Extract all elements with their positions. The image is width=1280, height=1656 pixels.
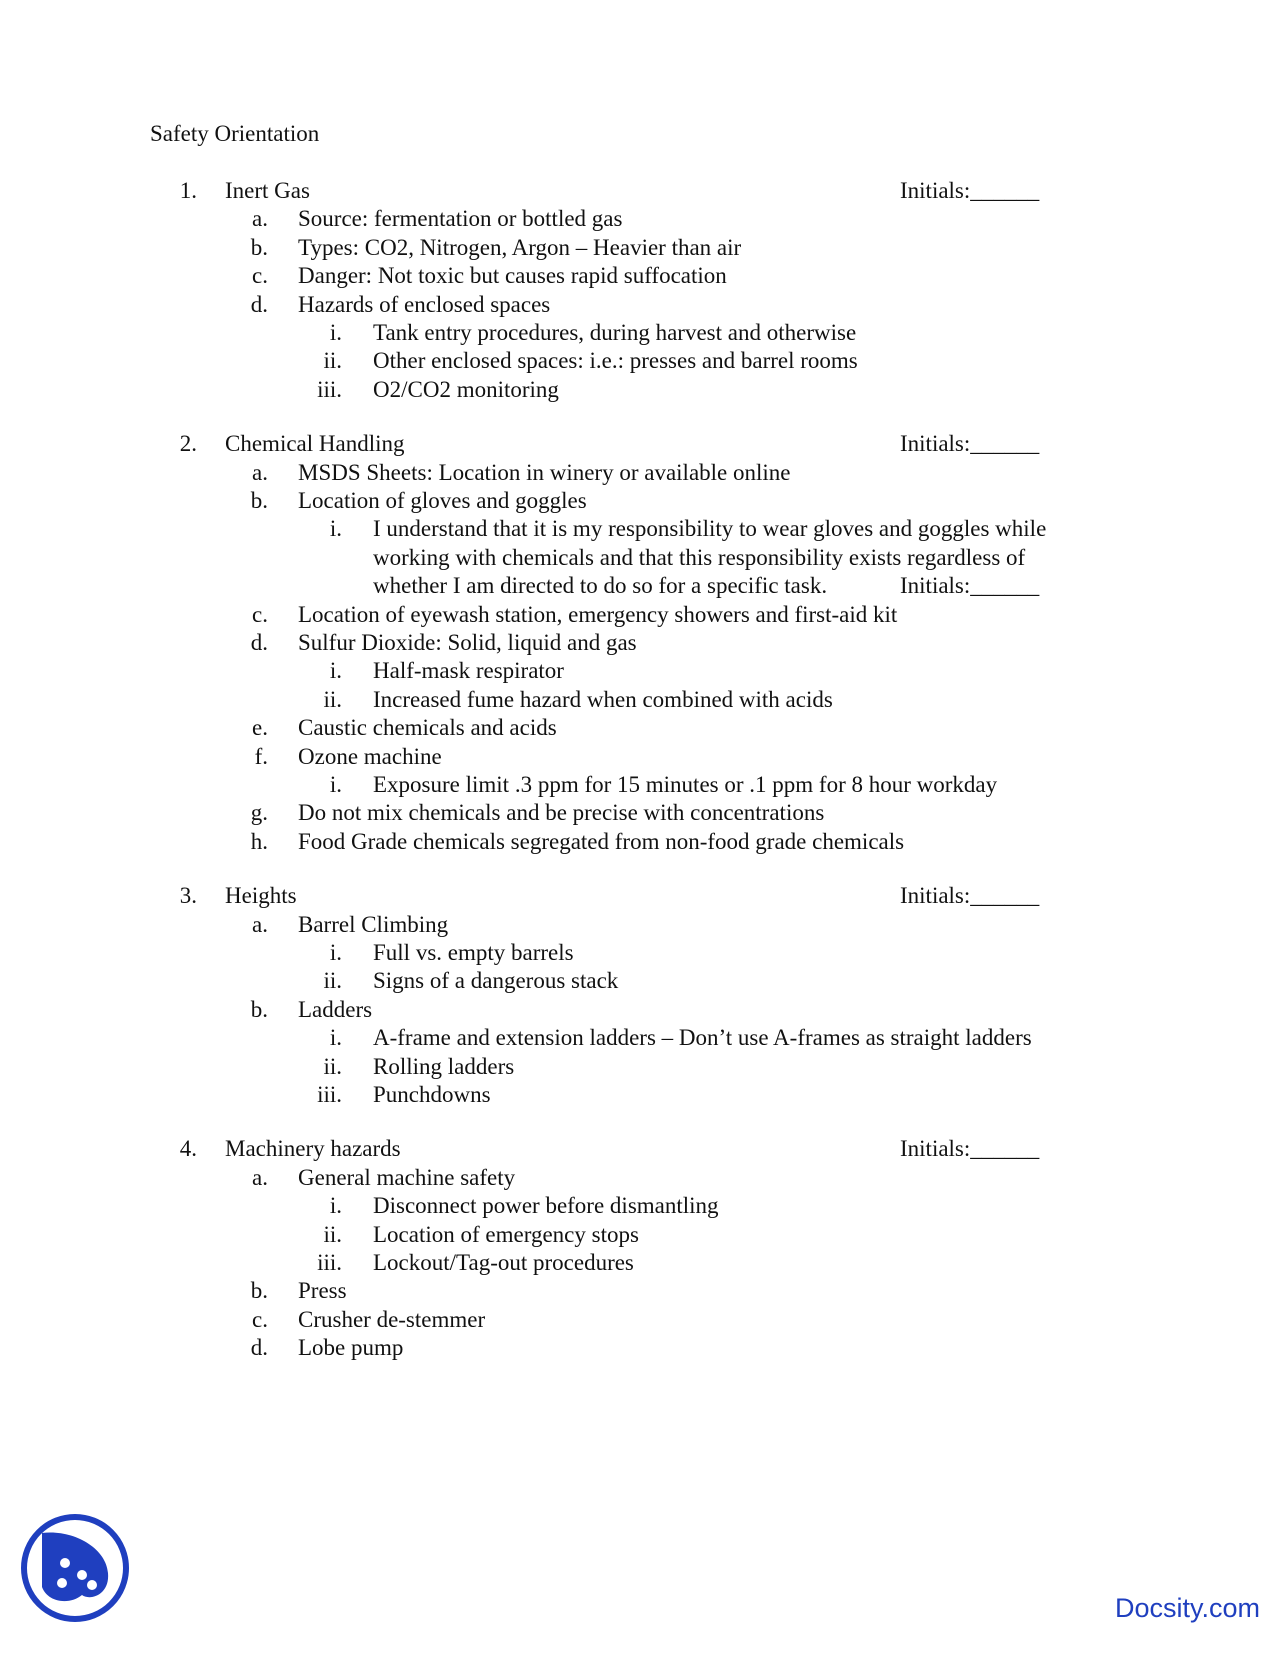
initials-field: Initials:______ bbox=[900, 573, 1040, 599]
list-subitem: Exposure limit .3 ppm for 15 minutes or .1 ppm for 8 hour workday bbox=[373, 772, 998, 797]
list-item: MSDS Sheets: Location in winery or available online bbox=[298, 459, 791, 485]
section-number: 4. bbox=[179, 1136, 197, 1162]
item-marker: c. bbox=[252, 1306, 268, 1332]
item-marker: g. bbox=[250, 800, 268, 826]
item-marker: b. bbox=[250, 996, 268, 1022]
section-title: Inert Gas bbox=[225, 178, 310, 203]
section-number: 3. bbox=[179, 883, 197, 909]
list-subitem: Rolling ladders bbox=[373, 1053, 515, 1079]
section-title: Heights bbox=[225, 883, 297, 909]
list-item: Do not mix chemicals and be precise with concentrations bbox=[298, 800, 825, 826]
list-item: Sulfur Dioxide: Solid, liquid and gas bbox=[298, 630, 637, 655]
list-item: Barrel Climbing bbox=[298, 911, 449, 937]
page-title: Safety Orientation bbox=[150, 121, 320, 146]
list-item: General machine safety bbox=[298, 1164, 516, 1190]
list-item: Hazards of enclosed spaces bbox=[298, 291, 551, 317]
subitem-marker: ii. bbox=[323, 686, 342, 712]
section-title: Machinery hazards bbox=[225, 1136, 401, 1162]
item-marker: b. bbox=[250, 488, 268, 513]
item-marker: h. bbox=[250, 828, 268, 854]
subitem-marker: iii. bbox=[317, 376, 342, 402]
subitem-marker: i. bbox=[329, 1193, 342, 1219]
list-subitem: Location of emergency stops bbox=[373, 1221, 639, 1247]
list-subitem: Disconnect power before dismantling bbox=[373, 1193, 719, 1219]
subitem-marker: i. bbox=[329, 772, 342, 797]
list-item: Press bbox=[298, 1278, 347, 1304]
subitem-text-line: working with chemicals and that this responsibility exists regardless of bbox=[373, 544, 1026, 570]
list-item: Source: fermentation or bottled gas bbox=[298, 206, 623, 232]
item-marker: a. bbox=[252, 911, 268, 937]
list-subitem: Tank entry procedures, during harvest and otherwise bbox=[373, 320, 857, 345]
subitem-marker: i. bbox=[329, 658, 342, 684]
list-item: Location of eyewash station, emergency showers and first-aid kit bbox=[298, 601, 898, 627]
item-marker: a. bbox=[252, 459, 268, 485]
list-item: Types: CO2, Nitrogen, Argon – Heavier than air bbox=[298, 234, 742, 260]
item-marker: a. bbox=[252, 1164, 268, 1190]
list-item: Ladders bbox=[298, 996, 373, 1022]
list-subitem: A-frame and extension ladders – Don’t use A-frames as straight ladders bbox=[373, 1025, 1032, 1051]
docsity-brand[interactable]: Docsity.com bbox=[1114, 1593, 1260, 1623]
subitem-marker: ii. bbox=[323, 348, 342, 374]
subitem-marker: ii. bbox=[323, 1053, 342, 1079]
list-subitem: Increased fume hazard when combined with acids bbox=[373, 686, 833, 712]
item-marker: b. bbox=[250, 234, 268, 260]
list-item: Danger: Not toxic but causes rapid suffocation bbox=[298, 263, 727, 289]
list-item: Lobe pump bbox=[298, 1335, 404, 1361]
list-subitem: Other enclosed spaces: i.e.: presses and barrel rooms bbox=[373, 348, 858, 374]
item-marker: e. bbox=[252, 715, 268, 741]
list-subitem: Punchdowns bbox=[373, 1082, 491, 1107]
subitem-marker: i. bbox=[329, 1025, 342, 1051]
list-subitem: Half-mask respirator bbox=[373, 658, 564, 684]
initials-field: Initials:______ bbox=[900, 431, 1040, 457]
subitem-marker: ii. bbox=[323, 1221, 342, 1247]
list-item: Crusher de-stemmer bbox=[298, 1306, 486, 1332]
initials-field: Initials:______ bbox=[900, 883, 1040, 909]
initials-field: Initials:______ bbox=[900, 1136, 1040, 1162]
list-item: Food Grade chemicals segregated from non-food grade chemicals bbox=[298, 828, 905, 854]
list-item: Caustic chemicals and acids bbox=[298, 715, 557, 741]
item-marker: a. bbox=[252, 206, 268, 232]
section-title: Chemical Handling bbox=[225, 431, 405, 457]
subitem-marker: ii. bbox=[323, 968, 342, 994]
list-subitem: Lockout/Tag-out procedures bbox=[373, 1250, 634, 1275]
list-subitem: Full vs. empty barrels bbox=[373, 940, 574, 965]
list-subitem: Signs of a dangerous stack bbox=[373, 968, 619, 994]
item-marker: f. bbox=[254, 743, 268, 769]
subitem-text-line: I understand that it is my responsibility to wear gloves and goggles while bbox=[373, 516, 1047, 542]
docsity-logo-icon bbox=[20, 1513, 130, 1623]
subitem-marker: i. bbox=[329, 320, 342, 345]
subitem-marker: iii. bbox=[317, 1250, 342, 1275]
item-marker: d. bbox=[250, 630, 268, 655]
item-marker: c. bbox=[252, 601, 268, 627]
list-item: Ozone machine bbox=[298, 743, 442, 769]
item-marker: d. bbox=[250, 291, 268, 317]
list-item: Location of gloves and goggles bbox=[298, 488, 587, 513]
item-marker: c. bbox=[252, 263, 268, 289]
subitem-marker: i. bbox=[329, 940, 342, 965]
section-number: 2. bbox=[179, 431, 197, 457]
subitem-text-line: whether I am directed to do so for a specific task. bbox=[373, 573, 828, 599]
initials-field: Initials:______ bbox=[900, 178, 1040, 203]
list-subitem: O2/CO2 monitoring bbox=[373, 376, 559, 402]
item-marker: b. bbox=[250, 1278, 268, 1304]
section-number: 1. bbox=[179, 178, 197, 203]
subitem-marker: iii. bbox=[317, 1082, 342, 1107]
item-marker: d. bbox=[250, 1335, 268, 1361]
subitem-marker: i. bbox=[329, 516, 342, 542]
